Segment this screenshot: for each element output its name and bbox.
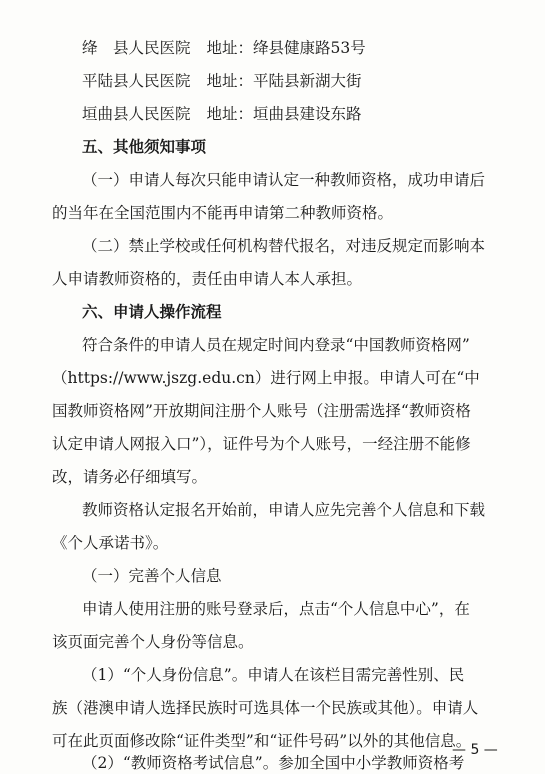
section-heading: 六、申请人操作流程 [82,303,222,321]
hospital-line [82,103,362,125]
hospital-line [82,37,366,59]
address-label: 地址： [206,72,254,90]
hospital-address: 平陆县新湖大街 [253,72,362,90]
hospital-line [82,70,362,92]
paragraph-line: 改，请务必仔细填写。 [52,468,208,486]
hospital-name: 平陆县人民医院 [82,72,191,90]
paragraph-line: 的当年在全国范围内不能再申请第二种教师资格。 [52,204,394,222]
hospital-name: 绛 县人民医院 [82,39,191,57]
paragraph-line: 国教师资格网”开放期间注册个人账号（注册需选择“教师资格 [52,402,471,420]
page-number: — 5 — [452,742,498,758]
paragraph-line: 教师资格认定报名开始前，申请人应先完善个人信息和下载 [82,501,486,519]
paragraph-line: 可在此页面修改除“证件类型”和“证件号码”以外的其他信息。 [52,732,472,750]
address-label: 地址： [206,105,254,123]
paragraph-line: （一）申请人每次只能申请认定一种教师资格，成功申请后 [82,171,486,189]
hospital-address: 垣曲县建设东路 [253,105,362,123]
paragraph-line: 《个人承诺书》。 [52,534,169,552]
paragraph-line: 族（港澳申请人选择民族时可选具体一个民族或其他）。申请人 [52,699,479,717]
paragraph-line: （二）禁止学校或任何机构替代报名，对违反规定而影响本 [82,237,486,255]
subsection-heading: （一）完善个人信息 [82,567,222,585]
paragraph-line: 该页面完善个人身份等信息。 [52,633,254,651]
paragraph-line: （1）“个人身份信息”。申请人在该栏目需完善性别、民 [82,666,465,684]
paragraph-line: 认定申请人网报入口”），证件号为个人账号，一经注册不能修 [52,435,471,453]
paragraph-line: 人申请教师资格的，责任由申请人本人承担。 [52,270,363,288]
hospital-name: 垣曲县人民医院 [82,105,191,123]
paragraph-line: 申请人使用注册的账号登录后，点击“个人信息中心”，在 [82,600,470,618]
section-heading: 五、其他须知事项 [82,138,207,156]
address-label: 地址： [206,39,254,57]
paragraph-line: 符合条件的申请人员在规定时间内登录“中国教师资格网” [82,336,470,354]
hospital-address: 绛县健康路53号 [253,39,366,57]
paragraph-line: （https://www.jszg.edu.cn）进行网上申报。申请人可在“中 [52,369,480,387]
paragraph-line: （2）“教师资格考试信息”。参加全国中小学教师资格考 [82,754,465,772]
